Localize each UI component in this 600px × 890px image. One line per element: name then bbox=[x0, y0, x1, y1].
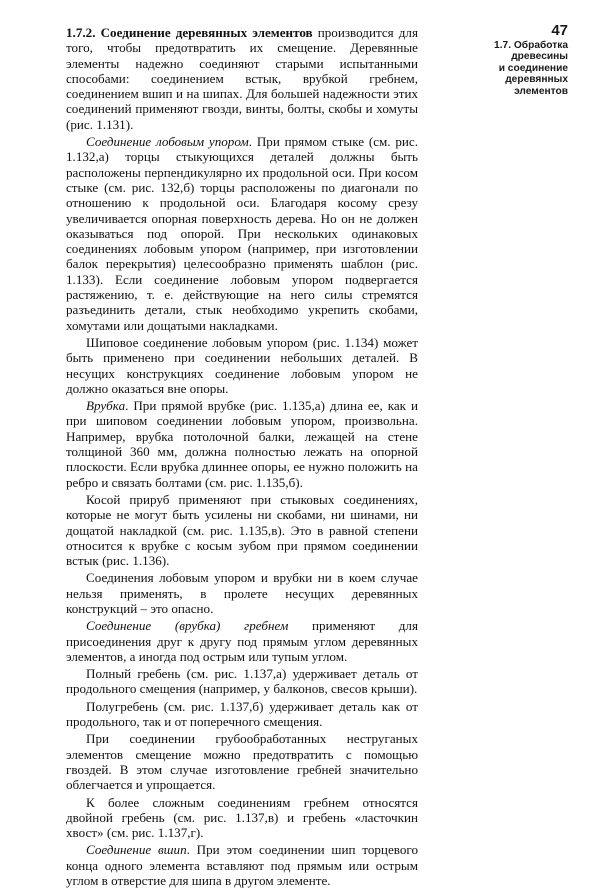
section-title bbox=[458, 40, 568, 97]
paragraph-vrubka: Врубка. При прямой врубке (рис. 1.135,а) длина ее, как и при шиповом соединении лобовым упором, произвольна. Например, врубка потолочной балки, лежащей на стене толщиной 360 мм, должна полностью лежать на опорной плоскости. Если врубка длиннее опоры, ее нужно положить на ребро и связать болтами (см. рис. 1.135,б). bbox=[66, 398, 418, 490]
term: Соединение (врубка) гребнем bbox=[86, 618, 289, 634]
section-title-line: Обработка bbox=[513, 40, 568, 51]
section-heading: 1.7.2. Соединение деревянных элементов bbox=[66, 25, 313, 40]
paragraph: Полугребень (см. рис. 1.137,б) удерживает деталь как от продольного, так и от поперечного смещения. bbox=[66, 698, 418, 730]
term: Соединение вшип bbox=[86, 842, 187, 858]
main-text bbox=[66, 25, 418, 890]
paragraph: Шиповое соединение лобовым упором (рис. 1.134) может быть применено при соединении небольших деталей. В несущих конструкциях соединение лобовым упором не должно оказаться вне опоры. bbox=[66, 334, 418, 396]
term: Врубка bbox=[86, 398, 126, 414]
section-title-line: деревянных bbox=[505, 74, 568, 86]
paragraph: Полный гребень (см. рис. 1.137,а) удерживает деталь от продольного смещения (например, у балконов, свесов крыши). bbox=[66, 666, 418, 697]
section-title-line: и соединение bbox=[498, 62, 568, 74]
section-title-line: элементов bbox=[514, 85, 568, 97]
page-number: 47 bbox=[551, 22, 568, 39]
paragraph-vship: Соединение вшип. При этом соединении шип торцевого конца одного элемента вставляют под прямым или острым углом в отверстие для шипа в другом элементе. bbox=[66, 842, 418, 889]
term: Соединение лобовым упором bbox=[86, 134, 249, 150]
paragraph-lobovoy-upor: Соединение лобовым упором. При прямом стыке (см. рис. 1.132,а) торцы стыкующихся деталей должны быть расположены перпендикулярно их продольной оси. При косом стыке (см. рис. 132,б) торцы расположены по диагонали по отношению к продольной оси. Благодаря косому срезу увеличивается опорная поверхность дерева. Но он не должен оказываться под опорой. При нескольких одинаковых соединениях лобовым упором (например, при изготовлении балок перекрытия) целесообразно применять шаблон (рис. 1.133). Если соединение лобовым упором подвергается растяжению, т. е. действующие на него силы стремятся разъединить детали, стык необходимо укрепить скобами, хомутами или дощатыми накладками. bbox=[66, 134, 418, 333]
paragraph: К более сложным соединениям гребнем относятся двойной гребень (см. рис. 1.137,в) и гребень «ласточкин хвост» (см. рис. 1.137,г). bbox=[66, 794, 418, 841]
paragraph-intro: 1.7.2. Соединение деревянных элементов производится для того, чтобы предотвратить их смещение. Деревянные элементы надежно соединяют старыми испытанными способами: соединением встык, врубкой гребнем, соединением вшип и на шипах. Для большей надежности этих соединений применяют гвозди, винты, болты, скобы и хомуты (рис. 1.131). bbox=[66, 25, 418, 132]
section-title-line: древесины bbox=[511, 51, 568, 63]
running-header bbox=[458, 22, 568, 97]
paragraph: Косой прируб применяют при стыковых соединениях, которые не могут быть усилены ни скобами, ни шинами, ни дощатой накладкой (см. рис. 1.135,в). Это в равной степени относится к врубке с косым зубом при прямом соединении встык (рис. 1.136). bbox=[66, 491, 418, 569]
section-number: 1.7. bbox=[494, 40, 512, 51]
paragraph: Соединения лобовым упором и врубки ни в коем случае нельзя применять, в пролете несущих деревянных конструкций – это опасно. bbox=[66, 570, 418, 616]
paragraph: При соединении грубообработанных неструганых элементов смещение можно предотвратить с помощью гвоздей. В этом случае изготовление гребней значительно облегчается и упрощается. bbox=[66, 731, 418, 793]
paragraph-grebnem: Соединение (врубка) гребнем применяют для присоединения друг к другу под прямым углом деревянных элементов, а иногда под острым или тупым углом. bbox=[66, 618, 418, 664]
